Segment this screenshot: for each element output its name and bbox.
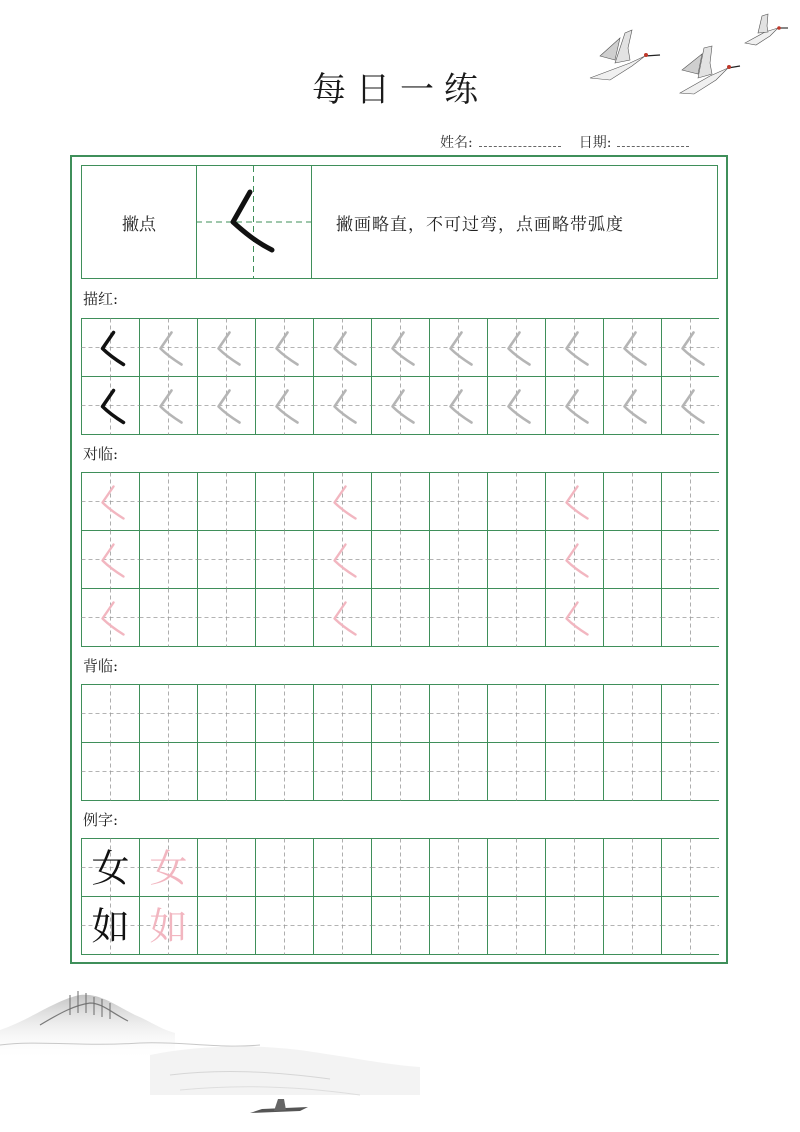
grid-cell[interactable] xyxy=(430,743,488,801)
grid-cell[interactable] xyxy=(430,531,488,589)
grid-cell[interactable] xyxy=(314,531,372,589)
grid-cell[interactable] xyxy=(82,473,140,531)
grid-cell[interactable] xyxy=(140,531,198,589)
grid-cell[interactable] xyxy=(546,897,604,955)
grid-cell[interactable] xyxy=(256,319,314,377)
grid-cell[interactable] xyxy=(256,531,314,589)
grid-cell[interactable] xyxy=(488,377,546,435)
example-char: 女 xyxy=(91,846,130,891)
name-label: 姓名: xyxy=(440,135,473,151)
copy-glyph xyxy=(567,487,588,519)
grid-cell[interactable] xyxy=(82,531,140,589)
grid-cell[interactable] xyxy=(82,685,140,743)
trace-model-glyph xyxy=(103,333,124,365)
grid-cell[interactable] xyxy=(662,743,720,801)
trace-glyph xyxy=(451,333,472,365)
grid-cell[interactable] xyxy=(662,319,720,377)
recall-label: 背临: xyxy=(83,657,119,675)
trace-glyph xyxy=(683,391,704,423)
grid-cell[interactable] xyxy=(314,473,372,531)
trace-glyph xyxy=(335,333,356,365)
grid-cell[interactable] xyxy=(430,473,488,531)
copy-label: 对临: xyxy=(83,445,119,463)
grid-cell[interactable] xyxy=(314,685,372,743)
grid-cell[interactable] xyxy=(372,531,430,589)
grid-cell[interactable] xyxy=(662,531,720,589)
trace-glyph xyxy=(277,391,298,423)
grid-cell[interactable] xyxy=(546,589,604,647)
trace-glyph xyxy=(161,333,182,365)
grid-cell[interactable] xyxy=(430,319,488,377)
grid-cell[interactable] xyxy=(372,897,430,955)
grid-cell[interactable] xyxy=(256,589,314,647)
grid-cell[interactable] xyxy=(198,589,256,647)
grid-cell[interactable] xyxy=(604,319,662,377)
grid-cell[interactable] xyxy=(488,685,546,743)
trace-glyph xyxy=(219,391,240,423)
grid-cell[interactable] xyxy=(314,743,372,801)
grid-cell[interactable] xyxy=(314,377,372,435)
grid-cell[interactable] xyxy=(488,473,546,531)
example-trace-char: 如 xyxy=(149,904,188,949)
grid-cell[interactable] xyxy=(314,319,372,377)
grid-cell[interactable] xyxy=(198,377,256,435)
trace-glyph xyxy=(509,333,530,365)
cranes-illustration xyxy=(570,8,795,103)
stroke-demo-box xyxy=(196,166,312,278)
trace-glyph xyxy=(277,333,298,365)
grid-cell[interactable] xyxy=(604,897,662,955)
grid-cell[interactable] xyxy=(198,839,256,897)
ink-landscape-illustration xyxy=(0,985,420,1132)
grid-cell[interactable] xyxy=(488,319,546,377)
trace-glyph xyxy=(683,333,704,365)
page-title: 每日一练 xyxy=(312,70,488,110)
trace-glyph xyxy=(451,391,472,423)
grid-cell[interactable] xyxy=(488,743,546,801)
grid-cell[interactable] xyxy=(546,531,604,589)
grid-cell[interactable] xyxy=(546,685,604,743)
grid-cell[interactable] xyxy=(604,531,662,589)
name-field[interactable] xyxy=(479,136,561,147)
grid-cell[interactable] xyxy=(662,685,720,743)
copy-glyph xyxy=(567,545,588,577)
stroke-header xyxy=(81,165,718,279)
grid-cell[interactable] xyxy=(140,319,198,377)
grid-cell[interactable] xyxy=(488,897,546,955)
grid-cell[interactable] xyxy=(198,319,256,377)
grid-cell[interactable] xyxy=(430,685,488,743)
trace-glyph xyxy=(219,333,240,365)
grid-cell[interactable] xyxy=(430,897,488,955)
grid-cell[interactable] xyxy=(256,377,314,435)
grid-cell[interactable] xyxy=(256,897,314,955)
grid-cell[interactable] xyxy=(372,473,430,531)
stroke-demo xyxy=(196,166,311,278)
grid-cell[interactable] xyxy=(546,319,604,377)
grid-cell[interactable] xyxy=(372,743,430,801)
grid-cell[interactable] xyxy=(140,685,198,743)
grid-cell[interactable] xyxy=(430,839,488,897)
trace-glyph xyxy=(509,391,530,423)
grid-cell[interactable] xyxy=(314,589,372,647)
grid-cell[interactable] xyxy=(372,839,430,897)
grid-cell[interactable] xyxy=(198,743,256,801)
grid-cell[interactable] xyxy=(430,377,488,435)
grid-cell[interactable] xyxy=(662,589,720,647)
copy-glyph xyxy=(103,603,124,635)
trace-model-glyph xyxy=(103,391,124,423)
grid-cell[interactable] xyxy=(372,319,430,377)
stroke-demo-glyph xyxy=(233,192,272,250)
trace-glyph xyxy=(625,333,646,365)
trace-label: 描红: xyxy=(83,290,119,308)
grid-cell[interactable] xyxy=(256,839,314,897)
grid-cell[interactable] xyxy=(256,743,314,801)
grid-cell[interactable] xyxy=(604,685,662,743)
student-info xyxy=(440,132,707,152)
trace-glyph xyxy=(393,333,414,365)
copy-grid xyxy=(81,472,719,647)
grid-cell[interactable] xyxy=(82,743,140,801)
grid-cell[interactable] xyxy=(198,897,256,955)
examples-label: 例字: xyxy=(83,811,119,829)
trace-glyph xyxy=(335,391,356,423)
stroke-tip: 撇画略直，不可过弯，点画略带弧度 xyxy=(336,214,624,235)
grid-cell[interactable] xyxy=(546,839,604,897)
copy-glyph xyxy=(567,603,588,635)
grid-cell[interactable] xyxy=(140,377,198,435)
grid-cell[interactable] xyxy=(662,473,720,531)
grid-cell[interactable] xyxy=(662,377,720,435)
example-trace-char: 女 xyxy=(149,846,188,891)
grid-cell[interactable] xyxy=(430,589,488,647)
grid-cell[interactable] xyxy=(604,473,662,531)
copy-glyph xyxy=(335,545,356,577)
grid-cell[interactable] xyxy=(372,377,430,435)
grid-cell[interactable] xyxy=(372,589,430,647)
grid-cell[interactable] xyxy=(604,377,662,435)
grid-cell[interactable] xyxy=(488,839,546,897)
examples-grid xyxy=(81,838,719,955)
grid-cell[interactable] xyxy=(140,589,198,647)
grid-cell[interactable] xyxy=(82,589,140,647)
grid-cell[interactable] xyxy=(82,377,140,435)
recall-grid xyxy=(81,684,719,801)
grid-cell[interactable] xyxy=(198,685,256,743)
grid-cell[interactable] xyxy=(488,589,546,647)
grid-cell[interactable] xyxy=(662,897,720,955)
grid-cell[interactable] xyxy=(256,685,314,743)
trace-glyph xyxy=(393,391,414,423)
grid-cell[interactable] xyxy=(82,319,140,377)
grid-cell[interactable] xyxy=(314,839,372,897)
grid-cell[interactable] xyxy=(604,743,662,801)
example-char: 如 xyxy=(91,904,130,949)
grid-cell[interactable] xyxy=(198,473,256,531)
trace-glyph xyxy=(161,391,182,423)
date-field[interactable] xyxy=(617,136,689,147)
grid-cell[interactable] xyxy=(546,473,604,531)
copy-glyph xyxy=(103,487,124,519)
grid-cell[interactable] xyxy=(488,531,546,589)
grid-cell[interactable] xyxy=(546,743,604,801)
grid-cell[interactable] xyxy=(140,743,198,801)
grid-cell[interactable] xyxy=(198,531,256,589)
trace-glyph xyxy=(567,391,588,423)
grid-cell[interactable] xyxy=(372,685,430,743)
stroke-name: 撇点 xyxy=(82,166,197,278)
grid-cell[interactable] xyxy=(140,473,198,531)
trace-glyph xyxy=(567,333,588,365)
copy-glyph xyxy=(103,545,124,577)
grid-cell[interactable] xyxy=(662,839,720,897)
grid-cell[interactable] xyxy=(314,897,372,955)
copy-glyph xyxy=(335,487,356,519)
grid-cell[interactable] xyxy=(546,377,604,435)
date-label: 日期: xyxy=(578,135,612,151)
grid-cell[interactable] xyxy=(604,839,662,897)
copy-glyph xyxy=(335,603,356,635)
trace-grid xyxy=(81,318,719,436)
grid-cell[interactable] xyxy=(604,589,662,647)
trace-glyph xyxy=(625,391,646,423)
grid-cell[interactable] xyxy=(256,473,314,531)
